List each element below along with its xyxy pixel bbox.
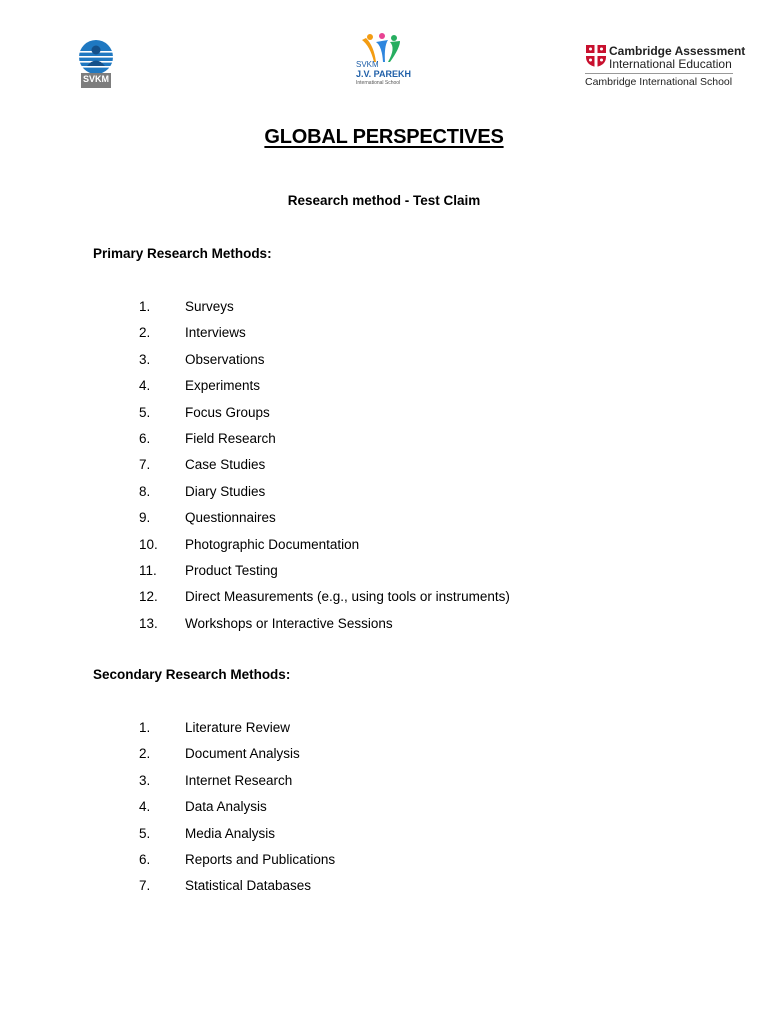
list-item-text: Media Analysis [185,825,276,841]
list-item-number: 7. [139,457,151,473]
document-subtitle: Research method - Test Claim [287,193,481,208]
svkm-logo [76,40,116,90]
list-item-number: 1. [139,720,151,735]
jvp-logo-line3: International School [356,80,401,86]
cambridge-logo-line2: International Education [609,57,732,71]
list-item [0,720,768,746]
list-item [0,457,768,483]
list-item [0,510,768,536]
list-item-number: 1. [139,299,151,314]
cambridge-logo-divider [585,73,733,74]
list-item [0,378,768,404]
cambridge-shield-icon [585,44,607,68]
list-item-text: Reports and Publications [185,851,336,867]
list-item-text: Document Analysis [185,746,300,762]
list-item-number: 3. [139,351,151,367]
list-item-number: 11. [139,562,157,578]
list-item-number: 8. [139,483,151,499]
list-item [0,852,768,878]
list-item-text: Diary Studies [185,483,266,499]
list-item-number: 12. [139,589,158,605]
list-item-text: Data Analysis [185,799,267,815]
list-item [0,616,768,642]
cambridge-logo-line3: Cambridge International School [585,76,733,88]
list-item-text: Field Research [185,430,276,446]
list-item [0,484,768,510]
list-item-text: Focus Groups [185,404,270,420]
list-item-number: 7. [139,878,151,894]
list-item [0,878,768,904]
list-item-number: 3. [139,772,151,788]
list-item-number: 9. [139,510,151,526]
list-item [0,826,768,852]
list-item [0,352,768,378]
list-item-number: 13. [139,615,158,631]
list-item [0,537,768,563]
primary-methods-heading: Primary Research Methods: [93,246,272,261]
cambridge-logo [585,44,746,90]
list-item-number: 6. [139,430,151,446]
document-title: GLOBAL PERSPECTIVES [264,126,504,148]
jv-parekh-logo [356,32,416,90]
list-item [0,746,768,772]
list-item-text: Statistical Databases [185,878,312,894]
primary-methods-list [0,299,768,642]
list-item [0,773,768,799]
list-item-text: Interviews [185,325,246,341]
list-item-number: 4. [139,799,151,815]
list-item-number: 2. [139,325,151,341]
list-item-number: 10. [139,536,158,552]
jvp-logo-line1: SVKM [356,60,379,69]
list-item-text: Case Studies [185,457,266,473]
list-item [0,589,768,615]
secondary-methods-list [0,720,768,905]
list-item-text: Observations [185,351,265,367]
list-item-text: Photographic Documentation [185,536,360,552]
list-item-text: Literature Review [185,720,291,735]
list-item-text: Direct Measurements (e.g., using tools or instruments) [185,589,510,605]
list-item-number: 5. [139,404,151,420]
svkm-logo-text: SVKM [82,74,109,84]
list-item-number: 6. [139,851,151,867]
list-item [0,325,768,351]
list-item-number: 5. [139,825,151,841]
list-item-number: 2. [139,746,151,762]
list-item-text: Product Testing [185,562,278,578]
page-header [0,0,768,100]
list-item-number: 4. [139,378,151,394]
list-item [0,799,768,825]
cambridge-logo-line1: Cambridge Assessment [609,44,746,58]
list-item [0,563,768,589]
secondary-methods-heading: Secondary Research Methods: [93,667,291,682]
list-item-text: Questionnaires [185,510,276,526]
list-item-text: Workshops or Interactive Sessions [185,615,393,631]
list-item [0,431,768,457]
list-item-text: Surveys [185,299,234,314]
list-item [0,299,768,325]
jvp-logo-line2: J.V. PAREKH [356,69,412,79]
list-item-text: Experiments [185,378,261,394]
list-item [0,405,768,431]
list-item-text: Internet Research [185,772,293,788]
